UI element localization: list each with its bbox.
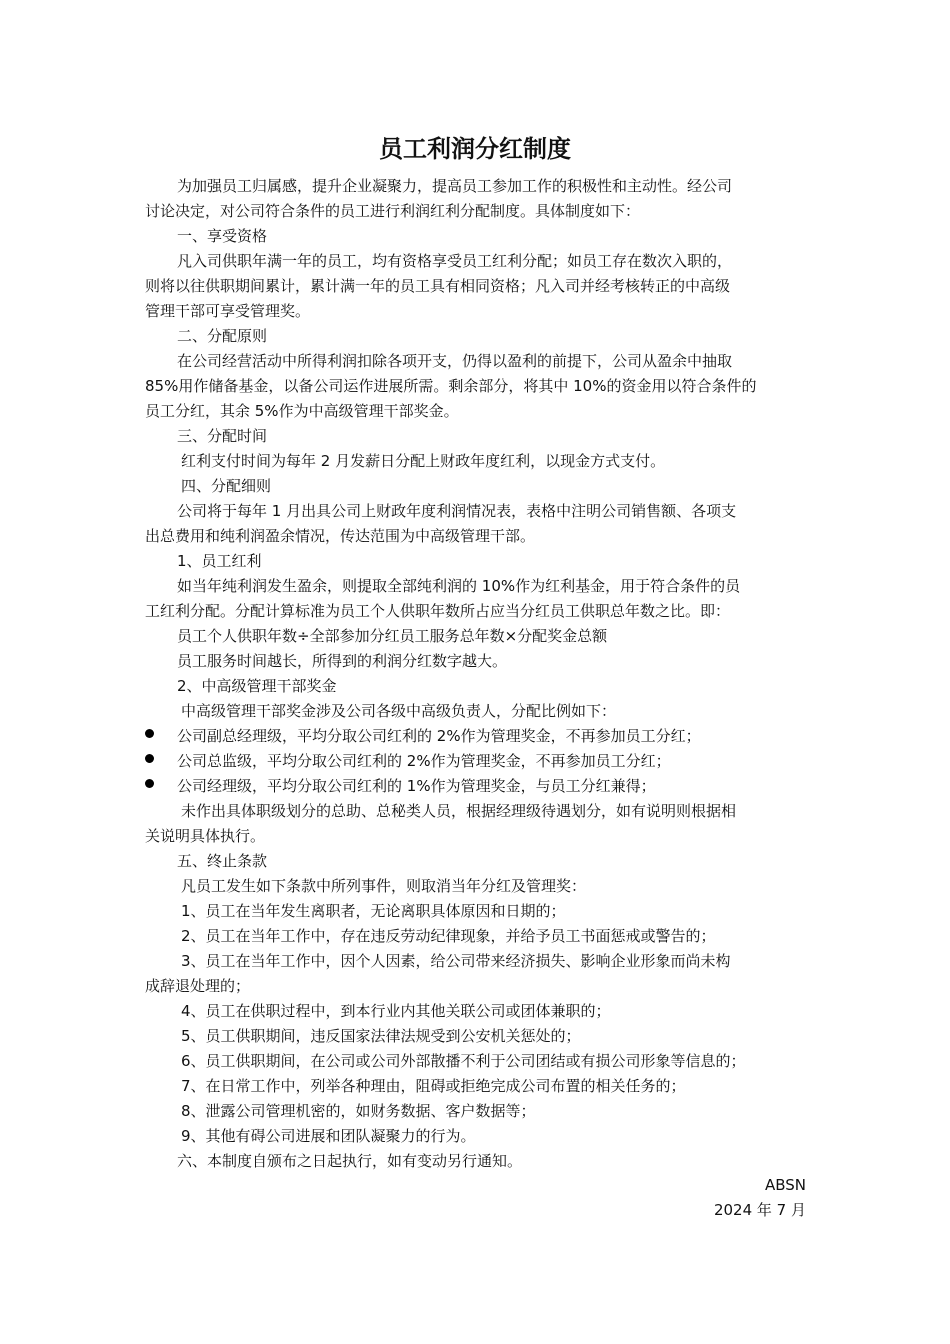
bullet-icon [145,729,154,738]
paragraph-line: 公司将于每年 1 月出具公司上财政年度利润情况表，表格中注明公司销售额、各项支 [177,502,737,520]
section-heading: 一、享受资格 [177,227,268,245]
bullet-icon [145,779,154,788]
signature-org: ABSN [764,1176,806,1194]
clause-item: 4、员工在供职过程中，到本行业内其他关联公司或团体兼职的； [181,1002,611,1020]
paragraph-line: 中高级管理干部奖金涉及公司各级中高级负责人，分配比例如下： [181,702,617,720]
subsection-heading: 1、员工红利 [177,552,262,570]
clause-item: 1、员工在当年发生离职者，无论离职具体原因和日期的； [181,902,566,920]
paragraph-line: 凡入司供职年满一年的员工，均有资格享受员工红利分配；如员工存在数次入职的， [177,252,733,270]
section-heading: 四、分配细则 [181,477,272,495]
paragraph-line: 管理干部可享受管理奖。 [145,302,311,320]
paragraph-line: 关说明具体执行。 [145,827,266,845]
paragraph-line: 85%用作储备基金，以备公司运作进展所需。剩余部分，将其中 10%的资金用以符合条件的 [145,377,757,395]
paragraph-line: 在公司经营活动中所得利润扣除各项开支，仍得以盈利的前提下，公司从盈余中抽取 [177,352,733,370]
intro-line: 为加强员工归属感，提升企业凝聚力，提高员工参加工作的积极性和主动性。经公司 [177,177,733,195]
paragraph-line: 红利支付时间为每年 2 月发薪日分配上财政年度红利，以现金方式支付。 [181,452,666,470]
section-heading: 五、终止条款 [177,852,268,870]
paragraph-line: 凡员工发生如下条款中所列事件，则取消当年分红及管理奖： [181,877,587,895]
bullet-item: 公司总监级，平均分取公司红利的 2%作为管理奖金，不再参加员工分红； [177,752,671,770]
section-heading: 六、本制度自颁布之日起执行，如有变动另行通知。 [177,1152,523,1170]
clause-item: 8、泄露公司管理机密的，如财务数据、客户数据等； [181,1102,536,1120]
paragraph-line: 工红利分配。分配计算标准为员工个人供职年数所占应当分红员工供职总年数之比。即： [145,602,731,620]
paragraph-line: 则将以往供职期间累计，累计满一年的员工具有相同资格；凡入司并经考核转正的中高级 [145,277,731,295]
paragraph-line: 员工服务时间越长，所得到的利润分红数字越大。 [177,652,508,670]
section-heading: 二、分配原则 [177,327,268,345]
document-title: 员工利润分红制度 [379,135,571,163]
clause-item: 5、员工供职期间，违反国家法律法规受到公安机关惩处的； [181,1027,581,1045]
clause-item: 9、其他有碍公司进展和团队凝聚力的行为。 [181,1127,476,1145]
clause-item: 成辞退处理的； [145,977,251,995]
bullet-icon [145,754,154,763]
formula-line: 员工个人供职年数÷全部参加分红员工服务总年数×分配奖金总额 [177,627,608,645]
section-heading: 三、分配时间 [177,427,268,445]
clause-item: 3、员工在当年工作中，因个人因素，给公司带来经济损失、影响企业形象而尚未构 [181,952,731,970]
clause-item: 2、员工在当年工作中，存在违反劳动纪律现象，并给予员工书面惩戒或警告的； [181,927,716,945]
clause-item: 7、在日常工作中，列举各种理由，阻碍或拒绝完成公司布置的相关任务的； [181,1077,686,1095]
bullet-item: 公司经理级，平均分取公司红利的 1%作为管理奖金，与员工分红兼得； [177,777,656,795]
paragraph-line: 未作出具体职级划分的总助、总秘类人员，根据经理级待遇划分，如有说明则根据相 [181,802,737,820]
paragraph-line: 员工分红，其余 5%作为中高级管理干部奖金。 [145,402,459,420]
subsection-heading: 2、中高级管理干部奖金 [177,677,337,695]
paragraph-line: 出总费用和纯利润盈余情况，传达范围为中高级管理干部。 [145,527,536,545]
bullet-item: 公司副总经理级，平均分取公司红利的 2%作为管理奖金，不再参加员工分红； [177,727,701,745]
intro-line: 讨论决定，对公司符合条件的员工进行利润红利分配制度。具体制度如下： [145,202,641,220]
signature-date: 2024 年 7 月 [713,1201,806,1219]
paragraph-line: 如当年纯利润发生盈余，则提取全部纯利润的 10%作为红利基金，用于符合条件的员 [177,577,741,595]
clause-item: 6、员工供职期间，在公司或公司外部散播不利于公司团结或有损公司形象等信息的； [181,1052,746,1070]
